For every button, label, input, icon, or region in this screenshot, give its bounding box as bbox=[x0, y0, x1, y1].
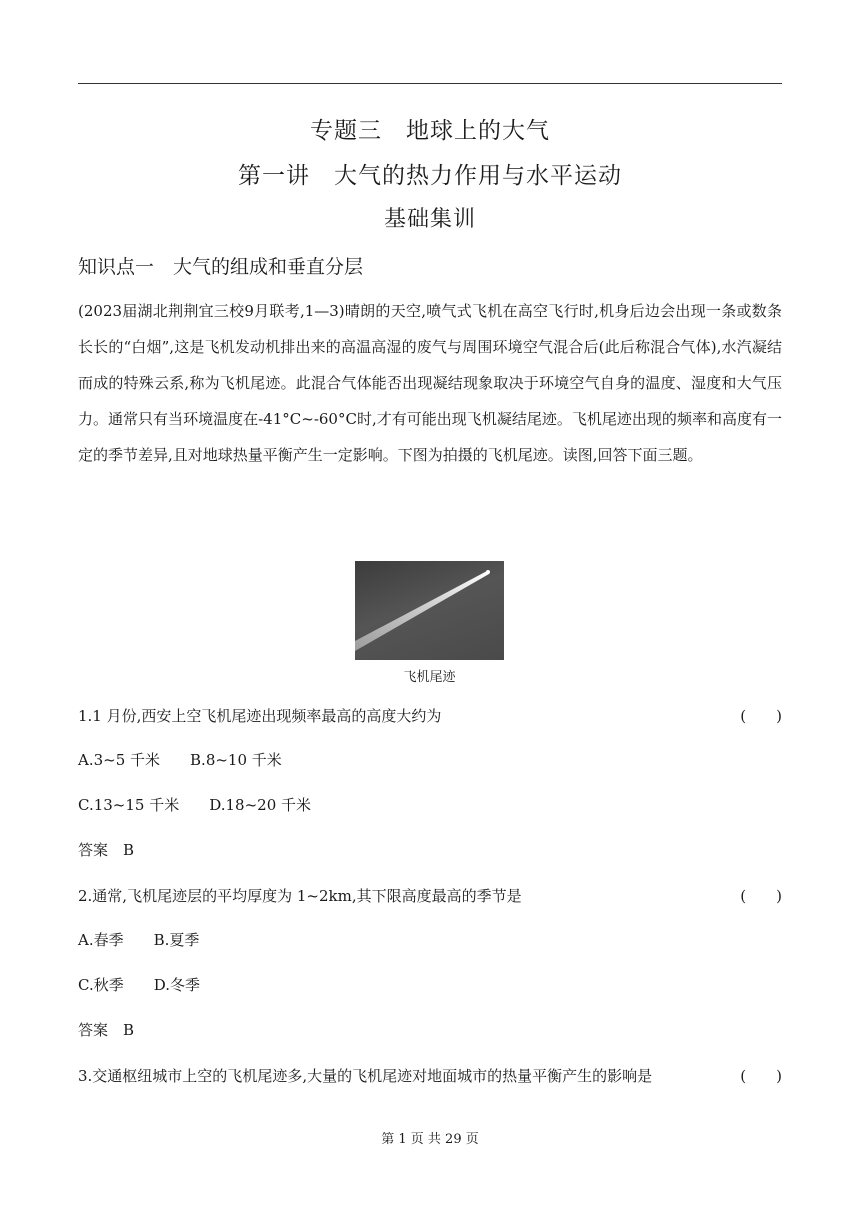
option-c: C.13~15 千米 bbox=[78, 796, 180, 814]
knowledge-point-heading: 知识点一 大气的组成和垂直分层 bbox=[78, 256, 364, 278]
page-number-footer: 第 1 页 共 29 页 bbox=[381, 1132, 479, 1147]
contrail-graphic bbox=[355, 561, 504, 660]
option-d: D.冬季 bbox=[153, 976, 200, 994]
question-1-stem: 1.1 月份,西安上空飞机尾迹出现频率最高的高度大约为 bbox=[78, 707, 442, 725]
document-title: 专题三 地球上的大气 bbox=[310, 118, 550, 144]
option-a: A.3~5 千米 bbox=[78, 751, 161, 769]
lesson-subtitle: 第一讲 大气的热力作用与水平运动 bbox=[238, 163, 622, 189]
option-c: C.秋季 bbox=[78, 976, 124, 994]
question-1-answer-bracket: ( ) bbox=[740, 707, 782, 725]
header-rule bbox=[78, 83, 782, 84]
contrail-photo bbox=[355, 561, 504, 660]
figure-caption: 飞机尾迹 bbox=[403, 670, 456, 685]
section-heading: 基础集训 bbox=[383, 207, 476, 232]
question-1-options-row-2 bbox=[78, 794, 311, 815]
option-d: D.18~20 千米 bbox=[209, 796, 312, 814]
option-a: A.春季 bbox=[78, 931, 124, 949]
question-2-stem: 2.通常,飞机尾迹层的平均厚度为 1~2km,其下限高度最高的季节是 bbox=[78, 887, 522, 905]
question-1-answer: 答案 B bbox=[78, 841, 135, 859]
question-3-answer-bracket: ( ) bbox=[740, 1067, 782, 1085]
question-2-answer: 答案 B bbox=[78, 1021, 135, 1039]
question-3-stem: 3.交通枢纽城市上空的飞机尾迹多,大量的飞机尾迹对地面城市的热量平衡产生的影响是 bbox=[78, 1067, 653, 1085]
question-2-options-row-1 bbox=[78, 929, 199, 950]
question-1-options-row-1 bbox=[78, 749, 282, 770]
option-b: B.8~10 千米 bbox=[190, 751, 282, 769]
intro-paragraph: (2023届湖北荆荆宜三校9月联考,1—3)晴朗的天空,喷气式飞机在高空飞行时,机身后边会出现一条或数条长长的“白烟”,这是飞机发动机排出来的高温高湿的废气与周围环境空气混合后(此后称混合气体),水汽凝结而成的特殊云系,称为飞机尾迹。此混合气体能否出现凝结现象取决于环境空气自身的温度、湿度和大气压力。通常只有当环境温度在-41°C~-60°C时,才有可能出现飞机凝结尾迹。飞机尾迹出现的频率和高度有一定的季节差异,且对地球热量平衡产生一定影响。下图为拍摄的飞机尾迹。读图,回答下面三题。 bbox=[78, 302, 782, 464]
question-2-options-row-2 bbox=[78, 974, 200, 995]
option-b: B.夏季 bbox=[153, 931, 200, 949]
question-2-answer-bracket: ( ) bbox=[740, 887, 782, 905]
